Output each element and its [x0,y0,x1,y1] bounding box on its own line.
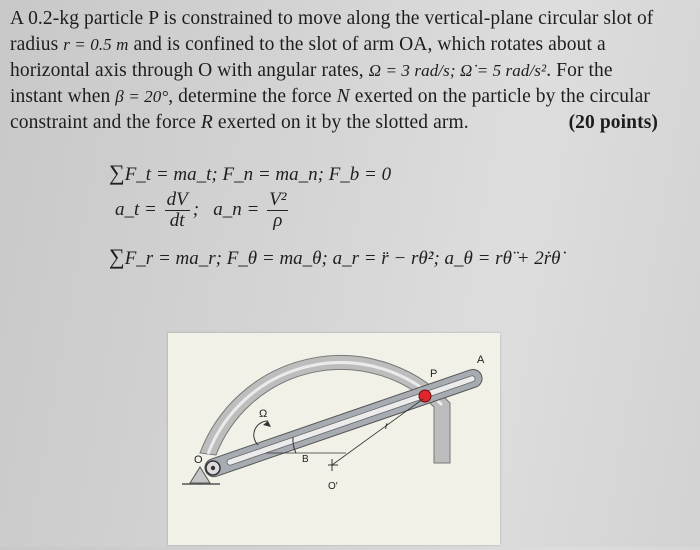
angular-rates: Ω = 3 rad/s; Ω̇ = 5 rad/s² [368,61,547,80]
problem-text-1: A 0.2-kg particle P is constrained to move along the vertical-plane circular slot of [10,8,654,29]
beta-value: β = 20° [115,87,169,106]
an-numerator: V² [269,189,287,210]
radius-value: r = 0.5 m [63,35,129,54]
an-denominator: ρ [273,210,283,231]
label-a: A [477,354,485,366]
equation-row-2: a_t = $\frac{dV}{dt}$ ; a_n = $\frac{\text{V²}}{\rho}$ [115,189,287,231]
problem-text-5a: constraint and the force [10,112,201,133]
problem-text-4e: exerted on the particle by the circular [349,86,650,107]
problem-text-3a: horizontal axis through O with angular rates, [10,60,369,81]
at-lhs: a_t = [115,198,157,220]
problem-text-5c: exerted on it by the slotted arm. [212,112,469,133]
label-r: r [385,421,389,432]
problem-text-2a: radius [10,34,64,55]
equation-tangential: F_t = ma_t; F_n = ma_n; F_b = 0 [124,164,392,185]
label-oprime: O′ [328,481,338,492]
equation-row-1: ∑F_t = ma_t; F_n = ma_n; F_b = 0 [109,160,392,185]
label-beta: B [302,454,309,465]
equation-row-3: ∑F_r = ma_r; F_θ = ma_θ; a_r = r̈ − rθ̇²; a_θ = rθ̈ + 2ṙθ̇ [109,244,561,269]
force-n-symbol: N [336,86,350,107]
problem-line-3 [10,58,692,84]
at-denominator: dt [169,210,185,231]
omega-arrowhead [263,421,271,427]
problem-text-2c: and is confined to the slot of arm OA, which rotates about a [128,34,606,55]
mechanism-diagram [168,333,500,545]
an-lhs: a_n = [213,198,260,220]
mechanism-figure [168,333,500,545]
problem-text-4a: instant when [10,86,116,107]
at-fraction [165,190,190,231]
problem-line-4 [10,84,692,110]
label-o: O [194,454,203,466]
problem-line-2 [10,32,692,58]
at-numerator: dV [166,189,188,210]
force-r-symbol: R [200,112,213,133]
label-p: P [430,368,438,380]
label-omega: Ω [259,408,268,420]
problem-line-5 [10,110,692,136]
problem-statement [10,6,692,136]
problem-line-1 [10,6,692,32]
pivot-center [211,466,215,470]
an-fraction [267,190,288,231]
equation-polar: F_r = ma_r; F_θ = ma_θ; a_r = r̈ − rθ̇²; a_θ = rθ̈ + 2ṙθ̇ [124,248,561,269]
problem-text-3c: . For the [546,60,613,81]
problem-text-4c: , determine the force [168,86,337,107]
points-label: (20 points) [568,112,658,133]
